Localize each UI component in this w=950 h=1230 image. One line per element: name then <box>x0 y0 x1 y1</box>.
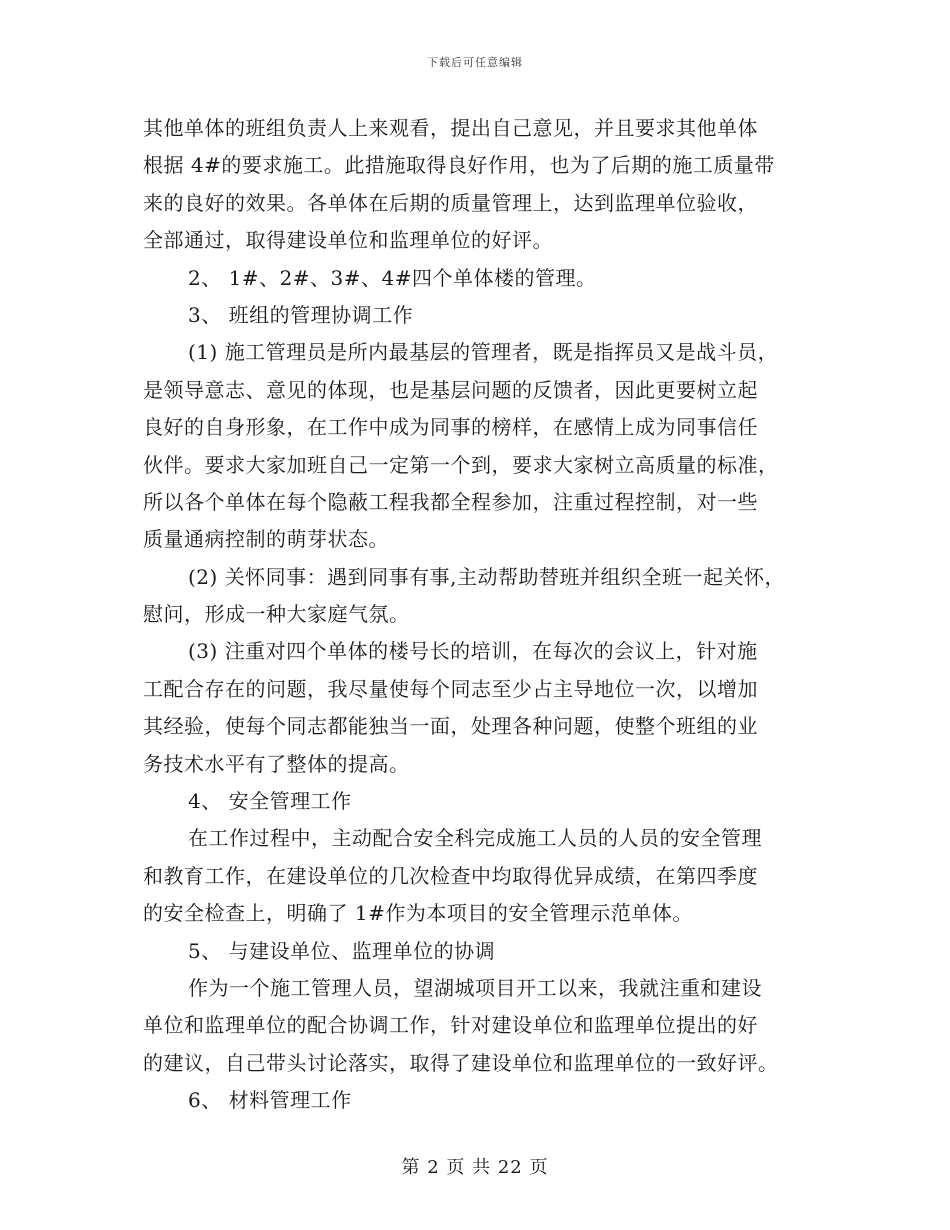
text-line: 是领导意志、意见的体现，也是基层问题的反馈者，因此更要树立起 <box>143 377 758 402</box>
text-line: 在工作过程中，主动配合安全科完成施工人员的人员的安全管理 <box>188 826 762 851</box>
text-line: 根据 4#的要求施工。此措施取得良好作用，也为了后期的施工质量带 <box>143 153 775 178</box>
text-line: 2、 1#、2#、3#、4#四个单体楼的管理。 <box>188 265 597 290</box>
text-line: 作为一个施工管理人员，望湖城项目开工以来，我就注重和建设 <box>188 975 762 1000</box>
text-line: 来的良好的效果。各单体在后期的质量管理上，达到监理单位验收， <box>143 190 758 215</box>
text-line: 工配合存在的问题，我尽量使每个同志至少占主导地位一次，以增加 <box>143 676 758 701</box>
text-line: 慰问，形成一种大家庭气氛。 <box>143 602 410 627</box>
text-line: 4、 安全管理工作 <box>188 789 352 814</box>
text-line: 良好的自身形象，在工作中成为同事的榜样，在感情上成为同事信任 <box>143 415 758 440</box>
text-line: 和教育工作，在建设单位的几次检查中均取得优异成绩，在第四季度 <box>143 863 758 888</box>
text-line: 质量通病控制的萌芽状态。 <box>143 527 389 552</box>
text-line: (2) 关怀同事：遇到同事有事,主动帮助替班并组织全班一起关怀， <box>188 564 786 589</box>
text-line: 5、 与建设单位、监理单位的协调 <box>188 938 496 963</box>
text-line: 务技术水平有了整体的提高。 <box>143 751 410 776</box>
text-line: 其他单体的班组负责人上来观看，提出自己意见，并且要求其他单体 <box>143 116 758 140</box>
text-line: 6、 材料管理工作 <box>188 1088 352 1113</box>
text-line: 伙伴。要求大家加班自己一定第一个到，要求大家树立高质量的标准， <box>143 452 779 477</box>
text-line: (1) 施工管理员是所内最基层的管理者，既是指挥员又是战斗员， <box>188 340 779 365</box>
page-header: 下载后可任意编辑 <box>427 56 523 69</box>
page-number-footer: 第 2 页 共 22 页 <box>401 1157 549 1178</box>
text-line: 的建议，自己带头讨论落实，取得了建设单位和监理单位的一致好评。 <box>143 1050 779 1075</box>
text-line: 3、 班组的管理协调工作 <box>188 302 414 327</box>
text-line: 单位和监理单位的配合协调工作，针对建设单位和监理单位提出的好 <box>143 1013 758 1038</box>
text-line: 所以各个单体在每个隐蔽工程我都全程参加，注重过程控制，对一些 <box>143 489 758 514</box>
document-body <box>143 110 823 1120</box>
text-line: 的安全检查上，明确了 1#作为本项目的安全管理示范单体。 <box>143 901 693 926</box>
text-line: 全部通过，取得建设单位和监理单位的好评。 <box>143 228 553 253</box>
text-line: 其经验，使每个同志都能独当一面，处理各种问题，使整个班组的业 <box>143 714 758 739</box>
text-line: (3) 注重对四个单体的楼号长的培训，在每次的会议上，针对施 <box>188 639 758 664</box>
